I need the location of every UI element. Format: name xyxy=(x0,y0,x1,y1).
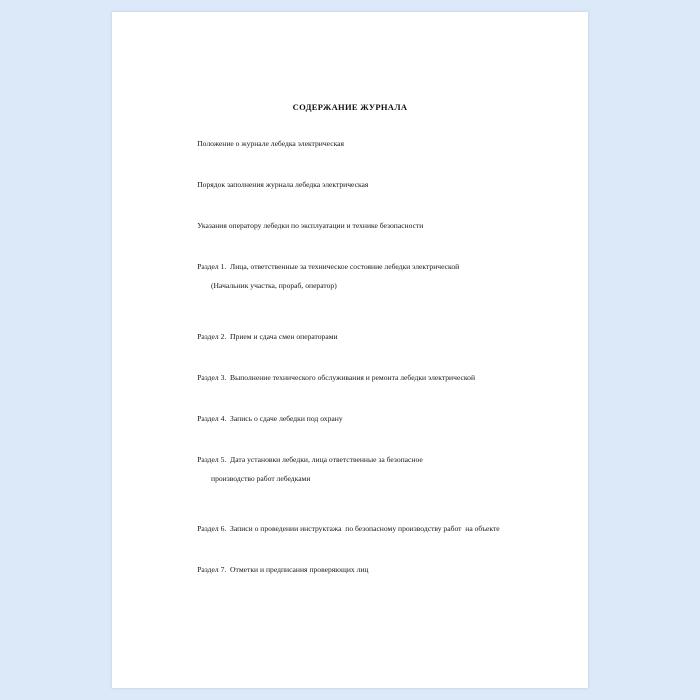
list-item xyxy=(182,515,582,543)
toc-item-text: Раздел 3. Выполнение технического обслуживания и ремонта лебедки электрической xyxy=(197,372,476,382)
list-item xyxy=(182,130,582,158)
toc-item-text: Раздел 5. Дата установки лебедки, лица ответственные за безопасное xyxy=(197,454,423,464)
list-item xyxy=(182,555,582,583)
document-body xyxy=(112,12,588,688)
table-of-contents xyxy=(182,130,582,596)
toc-item-text: Раздел 7. Отметки и предписания проверяющих лиц xyxy=(197,564,369,574)
page-title: СОДЕРЖАНИЕ ЖУРНАЛА xyxy=(292,102,408,112)
toc-item-text: Порядок заполнения журнала лебедка электрическая xyxy=(197,180,369,190)
list-item xyxy=(182,212,582,240)
list-item xyxy=(182,363,582,391)
toc-item-text: Раздел 6. Записи о проведении инструктажа по безопасному производству работ на объекте xyxy=(197,524,500,534)
toc-item-text: Раздел 4. Запись о сдаче лебедки под охрану xyxy=(197,413,343,423)
list-item xyxy=(182,445,582,502)
toc-item-text: Раздел 2. Прием и сдача смен операторами xyxy=(197,331,338,341)
toc-item-text: Раздел 1. Лица, ответственные за техническое состояние лебедки электрической xyxy=(197,262,460,272)
list-item xyxy=(182,404,582,432)
toc-item-text: Указания оператору лебедки по эксплуатации и технике безопасности xyxy=(197,221,424,231)
toc-item-subtext: (Начальник участка, прораб, оператор) xyxy=(211,281,337,291)
list-item xyxy=(182,322,582,350)
toc-item-subtext: производство работ лебедками xyxy=(211,473,311,483)
list-item xyxy=(182,253,582,310)
document-page xyxy=(112,12,588,688)
toc-item-text: Положение о журнале лебедка электрическая xyxy=(197,139,345,149)
list-item xyxy=(182,171,582,199)
